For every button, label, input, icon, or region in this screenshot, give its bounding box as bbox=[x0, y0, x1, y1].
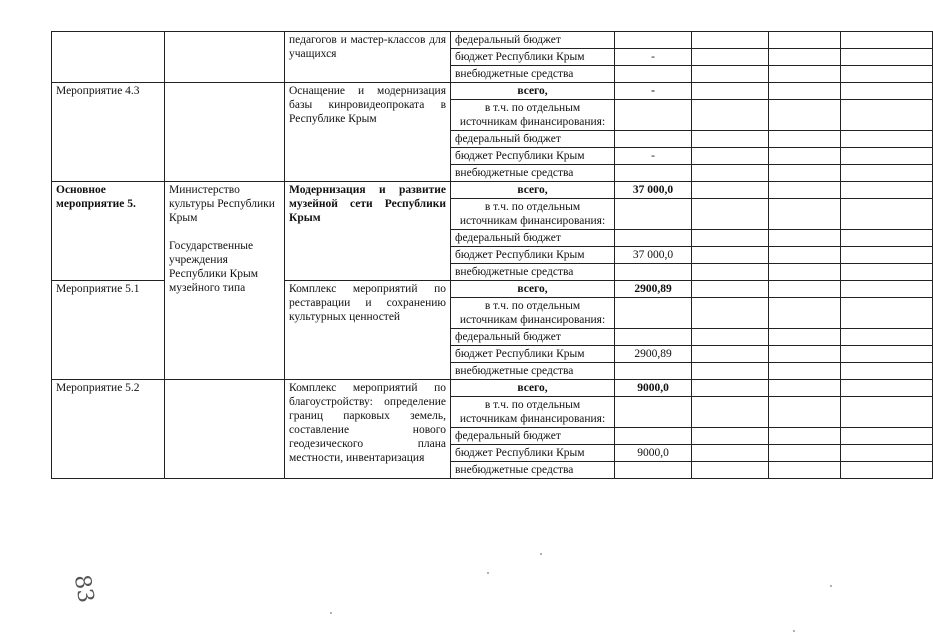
funding-source: федеральный бюджет bbox=[451, 32, 615, 49]
amount-cell: 9000,0 bbox=[615, 445, 692, 462]
amount-cell: - bbox=[615, 148, 692, 165]
amount-cell bbox=[615, 428, 692, 445]
amount-cell bbox=[615, 165, 692, 182]
funding-source: в т.ч. по отдельным источникам финансирования: bbox=[451, 100, 615, 131]
amount-cell: 37 000,0 bbox=[615, 182, 692, 199]
event-cell: Основное мероприятие 5. bbox=[52, 182, 165, 281]
funding-source: внебюджетные средства bbox=[451, 165, 615, 182]
executor-cell bbox=[165, 380, 285, 479]
amount-cell: 9000,0 bbox=[615, 380, 692, 397]
amount-cell bbox=[615, 462, 692, 479]
event-name: Модернизация и развитие музейной сети Республики Крым bbox=[285, 182, 451, 281]
funding-source: внебюджетные средства bbox=[451, 462, 615, 479]
executor-text: Министерство культуры Республики Крым bbox=[169, 184, 275, 224]
funding-source: бюджет Республики Крым bbox=[451, 49, 615, 66]
amount-cell bbox=[615, 230, 692, 247]
funding-source: всего, bbox=[451, 281, 615, 298]
funding-source: в т.ч. по отдельным источникам финансирования: bbox=[451, 397, 615, 428]
funding-source: в т.ч. по отдельным источникам финансирования: bbox=[451, 298, 615, 329]
event-name: Оснащение и модернизация базы кинровидеопроката в Республике Крым bbox=[285, 83, 451, 182]
amount-cell bbox=[615, 32, 692, 49]
amount-cell bbox=[615, 131, 692, 148]
funding-source: бюджет Республики Крым bbox=[451, 148, 615, 165]
amount-cell bbox=[615, 66, 692, 83]
amount-cell bbox=[615, 397, 692, 428]
funding-source: внебюджетные средства bbox=[451, 264, 615, 281]
page-number-text: 83 bbox=[68, 572, 99, 605]
funding-source: федеральный бюджет bbox=[451, 329, 615, 346]
amount-cell: 37 000,0 bbox=[615, 247, 692, 264]
table-row bbox=[52, 83, 933, 100]
amount-cell: 2900,89 bbox=[615, 281, 692, 298]
event-name: Комплекс мероприятий по благоустройству: определение границ парковых земель, составление нового геодезического плана местности, инвентаризация bbox=[285, 380, 451, 479]
funding-source: бюджет Республики Крым bbox=[451, 247, 615, 264]
amount-cell bbox=[615, 264, 692, 281]
scan-dot bbox=[487, 572, 489, 574]
funding-source: федеральный бюджет bbox=[451, 131, 615, 148]
executor-text: Государственные учреждения Республики Крым музейного типа bbox=[169, 240, 258, 294]
funding-source: федеральный бюджет bbox=[451, 428, 615, 445]
funding-source: внебюджетные средства bbox=[451, 66, 615, 83]
event-cell: Мероприятие 5.1 bbox=[52, 281, 165, 380]
amount-cell: - bbox=[615, 83, 692, 100]
amount-cell: 2900,89 bbox=[615, 346, 692, 363]
funding-source: бюджет Республики Крым bbox=[451, 346, 615, 363]
funding-source: в т.ч. по отдельным источникам финансирования: bbox=[451, 199, 615, 230]
funding-source: бюджет Республики Крым bbox=[451, 445, 615, 462]
budget-table bbox=[51, 31, 933, 479]
amount-cell bbox=[615, 100, 692, 131]
executor-cell bbox=[165, 83, 285, 182]
amount-cell bbox=[615, 363, 692, 380]
event-cell bbox=[52, 32, 165, 83]
event-name: Комплекс мероприятий по реставрации и сохранению культурных ценностей bbox=[285, 281, 451, 380]
event-cell: Мероприятие 4.3 bbox=[52, 83, 165, 182]
amount-cell bbox=[615, 199, 692, 230]
scan-dot bbox=[793, 630, 795, 632]
scan-dot bbox=[540, 553, 542, 555]
scan-dot bbox=[830, 585, 832, 587]
table-row bbox=[52, 32, 933, 49]
funding-source: всего, bbox=[451, 182, 615, 199]
amount-cell bbox=[615, 298, 692, 329]
table-row bbox=[52, 380, 933, 397]
table-row bbox=[52, 182, 933, 199]
event-name: педагогов и мастер-классов для учащихся bbox=[285, 32, 451, 83]
event-cell: Мероприятие 5.2 bbox=[52, 380, 165, 479]
executor-cell bbox=[165, 182, 285, 380]
funding-source: внебюджетные средства bbox=[451, 363, 615, 380]
executor-cell bbox=[165, 32, 285, 83]
page-number bbox=[60, 570, 99, 610]
funding-source: всего, bbox=[451, 380, 615, 397]
funding-source: всего, bbox=[451, 83, 615, 100]
funding-source: федеральный бюджет bbox=[451, 230, 615, 247]
scan-dot bbox=[330, 612, 332, 614]
amount-cell: - bbox=[615, 49, 692, 66]
amount-cell bbox=[615, 329, 692, 346]
